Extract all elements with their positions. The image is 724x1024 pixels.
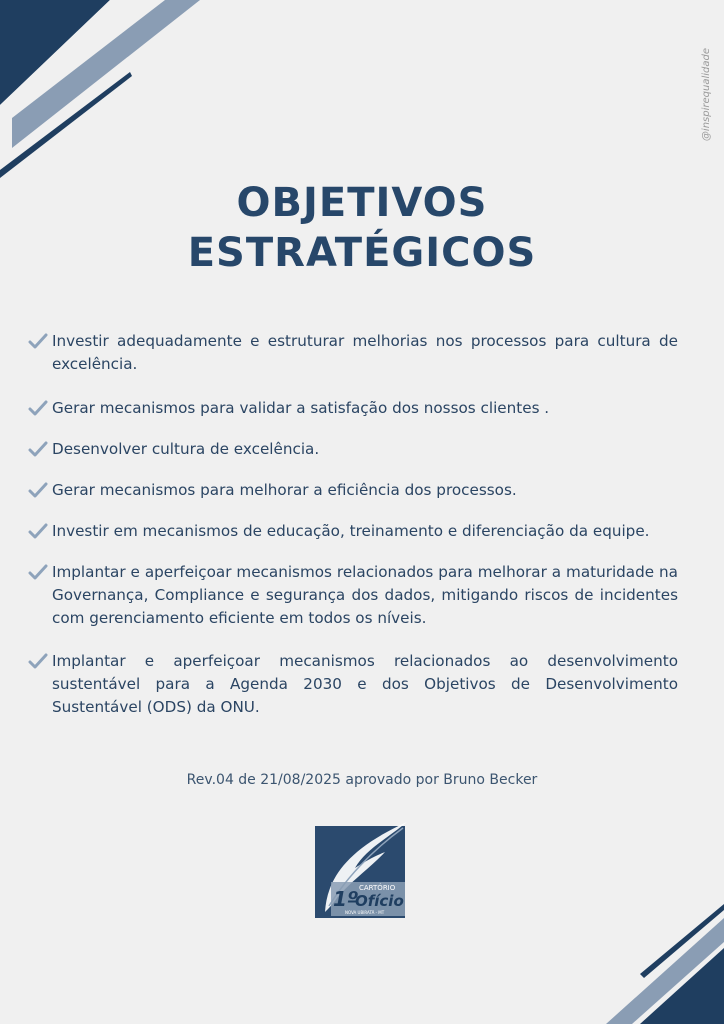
objective-text: Investir adequadamente e estruturar melhorias nos processos para cultura de excelência. [52, 332, 678, 373]
list-item [28, 479, 678, 502]
list-item [28, 561, 678, 630]
revision-note: Rev.04 de 21/08/2025 aprovado por Bruno Becker [186, 772, 538, 788]
title-line-2: ESTRATÉGICOS [187, 230, 537, 276]
objective-text: Investir em mecanismos de educação, treinamento e diferenciação da equipe. [52, 522, 650, 540]
objectives-list [28, 330, 678, 719]
list-item [28, 520, 678, 543]
cartorio-logo [315, 820, 409, 920]
check-icon [28, 652, 48, 670]
objective-text: Implantar e aperfeiçoar mecanismos relacionados para melhorar a maturidade na Governança, Compliance e segurança dos dados, mitigando riscos de incidentes com gerenciamento eficiente em todos os níveis. [52, 563, 678, 627]
objective-text: Implantar e aperfeiçoar mecanismos relacionados ao desenvolvimento sustentável para a Agenda 2030 e dos Objetivos de Desenvolvimento Sustentável (ODS) da ONU. [52, 652, 678, 716]
social-handle: @inspirequalidade [701, 48, 712, 142]
objective-text: Gerar mecanismos para validar a satisfação dos nossos clientes . [52, 399, 550, 417]
check-icon [28, 440, 48, 458]
list-item [28, 438, 678, 461]
check-icon [28, 481, 48, 499]
logo-line-1: CARTÓRIO [359, 884, 396, 892]
list-item [28, 650, 678, 719]
page-title [0, 178, 724, 278]
objective-text: Desenvolver cultura de excelência. [52, 440, 320, 458]
title-line-1: OBJETIVOS [236, 180, 488, 226]
logo-line-2: Ofício [355, 892, 404, 910]
logo-number: 1º [333, 887, 359, 911]
check-icon [28, 563, 48, 581]
check-icon [28, 399, 48, 417]
list-item [28, 397, 678, 420]
check-icon [28, 332, 48, 350]
objective-text: Gerar mecanismos para melhorar a eficiência dos processos. [52, 481, 517, 499]
check-icon [28, 522, 48, 540]
logo-line-3: NOVA UBIRATÃ - MT [345, 910, 385, 915]
list-item [28, 330, 678, 376]
